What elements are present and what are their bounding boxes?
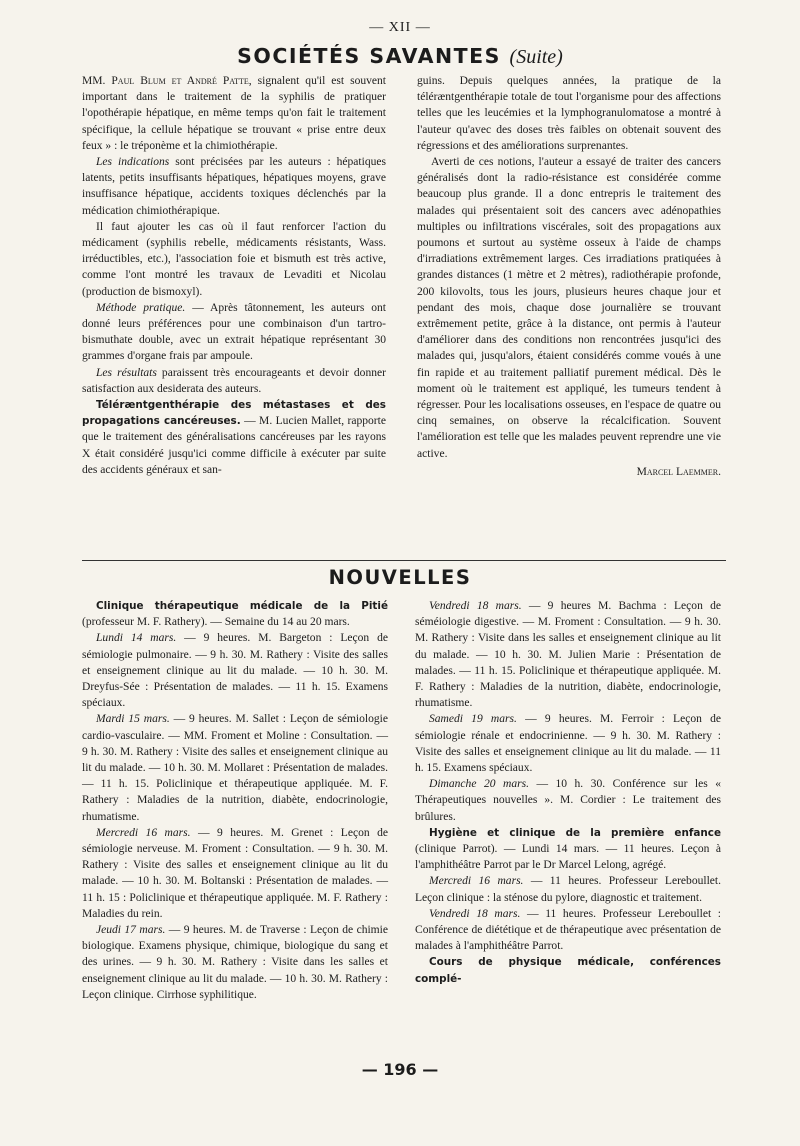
para-lead: Les résultats [96, 366, 157, 379]
para-text: — 9 heures. M. Grenet : Leçon de sémiologie nerveuse. M. Froment : Consultation. — 9 h. 30. M. Rathery : Visite des salles et enseignement clinique au lit du malade. — 10 h. 30. M. Boltanski : Présentation de malades. — 11 h. 15 : Policlinique et thérapeutique appliquée. M. F. Rathery : Maladies du rein. [82, 826, 388, 920]
para-lead: Vendredi 18 mars. [429, 907, 521, 920]
paragraph [82, 365, 386, 397]
title-text: SOCIÉTÉS SAVANTES [237, 44, 501, 68]
paragraph: Averti de ces notions, l'auteur a essayé de traiter des cancers généralisés dont la radio-résistance est considérée comme beaucoup plus grande. Il a donc entrepris le traitement des malades qui présentaient soit des cancers avec adénopathies multiples ou infiltrations viscérales, soit des propagations aux poumons et surtout au système osseux à l'aide de champs d'irradiations extrêmement larges. Ces irradiations pratiquées à grandes distances (1 mètre et 2 mètres), radiothérapie profonde, 200 kilovolts, tous les jours, plusieurs heures chaque jour et pendant des mois, chaque dose journalière se trouvant extrêmement petite, grâce à la distance, ont permis à l'auteur d'améliorer dans des conditions non rencontrées jusqu'ici des malades qui, jusqu'alors, étaient considérés comme voués à une fin rapide et au traitement palliatif purement médical. Dès le moment où le traitement est appliqué, les tumeurs tendent à régresser. Pour les localisations osseuses, en l'espace de quatre ou cinq semaines, on observe la récalcification. Souvent l'amélioration est telle que les malades peuvent reprendre une vie active. [417, 156, 721, 460]
para-text: Il faut ajouter les cas où il faut renforcer l'action du médicament (syphilis rebelle, médicaments résistants, Wass. irréductibles, etc.), l'association foie et bismuth est très active, comme l'ont montré les travaux de Levaditi et Nicolau (production de bismoxyl). [82, 220, 386, 298]
para-lead: Cours de physique médicale, conférences complé- [415, 956, 721, 985]
para-text: (clinique Parrot). — Lundi 14 mars. — 11 heures. Leçon à l'amphithéâtre Parrot par le Dr Marcel Lelong, agrégé. [415, 843, 721, 872]
paragraph [415, 711, 721, 776]
section-title-nouvelles: NOUVELLES [328, 566, 472, 589]
page-number [0, 1060, 800, 1080]
paragraph [82, 825, 388, 922]
para-text: — 9 heures. M. Bargeton : Leçon de sémiologie pulmonaire. — 9 h. 30. M. Rathery : Visite des salles et enseignement clinique au lit du malade. — 10 h. 30. M. Dreyfus-Sée : Présentation de malades. — 11 h. 15. Examens spéciaux. [82, 632, 388, 710]
para-lead: Clinique thérapeutique médicale de la Pitié [96, 600, 388, 612]
para-lead: Dimanche 20 mars. [429, 778, 529, 791]
paragraph [415, 598, 721, 711]
paragraph [82, 630, 388, 711]
para-lead: Téléræntgenthérapie des métastases et des propagations cancéreuses. [82, 399, 386, 428]
nouvelles-left-column [82, 598, 388, 1003]
page-number-text: — 196 — [361, 1060, 439, 1079]
page-roman-numeral: — XII — [369, 20, 431, 35]
para-lead: Hygiène et clinique de la première enfance [429, 826, 721, 839]
paragraph [415, 776, 721, 825]
para-text: — 9 heures M. Bachma : Leçon de séméiologie digestive. — M. Froment : Consultation. — 9 h. 30. M. Rathery : Visite dans les salles et enseignement clinique au lit du malade. — 10 h. 30. M. Julien Marie : Présentation de malades. — 11 h. 15. Policlinique et thérapeutique appliquée. M. F. Rathery : Maladies de la nutrition, diabète, endocrinologie, rhumatisme. [415, 600, 721, 710]
para-text: — 9 heures. M. Sallet : Leçon de sémiologie cardio-vasculaire. — MM. Froment et Moline : Consultation. — 9 h. 30. M. Rathery : Visite des salles et enseignement clinique au lit du malade. — 10 h. 30. M. Mollaret : Présentation de malades. — 11 h. 15. Policlinique et thérapeutique appliquée. M. F. Rathery : Maladies de la nutrition, diabète, endocrinologie, rhumatisme. [82, 713, 388, 823]
para-text: — M. Lucien Mallet, rapporte que le traitement des généralisations cancéreuses par les rayons X était considéré jusqu'ici comme difficile à exécuter par suite des accidents généraux et san- [82, 415, 386, 476]
para-text: — 10 h. 30. Conférence sur les « Thérapeutiques nouvelles ». M. Cordier : Le traitement des brûlures. [415, 778, 721, 823]
para-lead: Vendredi 18 mars. [429, 600, 522, 612]
para-lead: Mercredi 16 mars. [429, 875, 524, 888]
paragraph [415, 873, 721, 905]
para-lead: Mardi 15 mars. [96, 713, 170, 726]
paragraph [82, 219, 386, 300]
paragraph [82, 397, 386, 478]
paragraph [82, 922, 388, 1003]
para-text: sont précisées par les auteurs : hépatiques latents, petits insuffisants hépatiques, hépatiques moyens, grave insuffisance hépatique, accidents toxiques déclenchés par la médication chimiothérapique. [82, 156, 386, 217]
paragraph [415, 906, 721, 955]
para-text: , signalent qu'il est souvent important dans le traitement de la syphilis de pratiquer l'opothérapie hépatique, en même temps qu'on fait le traitement spécifique, la cellule hépatique se trouvant « prise entre deux feux » : le tréponème et la chimiothérapie. [82, 75, 387, 152]
para-lead: Samedi 19 mars. [429, 713, 517, 726]
para-text: — 11 heures. Professeur Lereboullet. Leçon clinique : la sténose du pylore, diagnostic et traitement. [415, 875, 721, 904]
author-signature: Marcel Laemmer. [636, 465, 721, 478]
para-text: paraissent très encourageants et devoir donner satisfaction aux desiderata des auteurs. [82, 366, 386, 395]
paragraph: guins. Depuis quelques années, la pratique de la téléræntgenthérapie totale de tout l'organisme pour des affections telles que les leucémies et la lymphogranulomatose a montré à l'auteur qu'avec des doses très faibles on obtenait souvent des régressions et des améliorations surprenantes. [417, 75, 721, 152]
paragraph [82, 154, 386, 219]
nouvelles-right-column [415, 598, 721, 987]
section-divider [82, 560, 726, 561]
societes-left-column [82, 73, 386, 478]
para-text: — Après tâtonnement, les auteurs ont donné leurs préférences pour une combinaison d'un tartro-bismuthate double, avec un extrait hépatique représentant 30 grammes d'organe frais par ampoule. [82, 301, 386, 363]
societes-right-column [417, 73, 721, 480]
section-title-societes [0, 44, 800, 69]
para-lead: Méthode pratique. [96, 301, 186, 314]
para-lead: Les indications [96, 156, 170, 169]
para-lead: Jeudi 17 mars. [96, 924, 166, 937]
paragraph [415, 954, 721, 986]
para-text: (professeur M. F. Rathery). — Semaine du 14 au 20 mars. [82, 616, 350, 629]
paragraph [82, 73, 386, 154]
paragraph [82, 300, 386, 365]
paragraph [415, 825, 721, 874]
para-text: — 9 heures. M. Ferroir : Leçon de sémiologie rénale et endocrinienne. — 9 h. 30. M. Rathery : Visite des salles et enseignement clinique au lit du malade. — 11 h. 15. Examens spéciaux. [415, 713, 721, 775]
para-lead: Lundi 14 mars. [96, 632, 177, 645]
title-suite: (Suite) [509, 46, 563, 68]
paragraph [82, 598, 388, 630]
para-text: — 9 heures. M. de Traverse : Leçon de chimie biologique. Examens physique, chimique, biologique du sang et des urines. — 9 h. 30. M. Rathery : Visite dans les salles et enseignement clinique au lit du malade. — 10 h. 30. M. Rathery : Leçon clinique. Cirrhose syphilitique. [82, 924, 388, 1001]
para-lead: MM. Paul Blum et André Patte [82, 75, 249, 87]
para-text: — 11 heures. Professeur Lereboullet : Conférence de diététique et de thérapeutique avec présentation de malades à l'amphithéâtre Parrot. [415, 907, 721, 953]
para-lead: Mercredi 16 mars. [96, 826, 191, 839]
paragraph [82, 711, 388, 824]
